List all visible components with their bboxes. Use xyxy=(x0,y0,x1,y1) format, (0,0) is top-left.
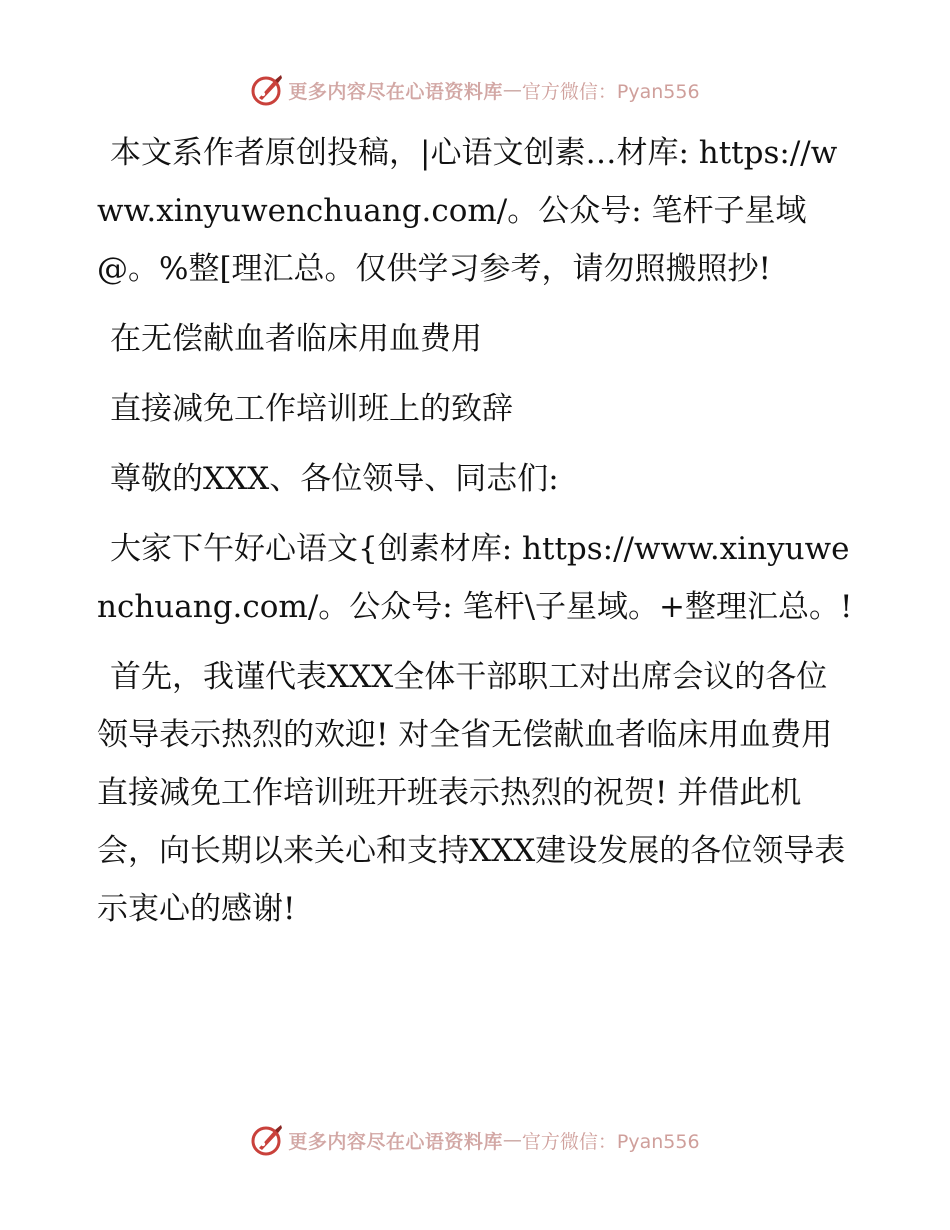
footer-banner-text: 更多内容尽在心语资料库 xyxy=(288,1130,503,1153)
quill-pen-logo-icon xyxy=(250,73,284,107)
footer-banner xyxy=(0,1120,950,1160)
footer-banner-wechat: 官方微信：Pyan556 xyxy=(521,1130,700,1153)
opening-paragraph: 首先，我谨代表XXX全体干部职工对出席会议的各位领导表示热烈的欢迎! 对全省无偿献血者临床用血费用直接减免工作培训班开班表示热烈的祝贺! 并借此机会，向长期以来关心和支持XXX建设发展的各位领导表示衷心的感谢! xyxy=(97,659,846,927)
salutation: 尊敬的XXX、各位领导、同志们: xyxy=(110,461,559,497)
header-banner-separator: — xyxy=(502,79,522,101)
title-line-1: 在无偿献血者临床用血费用 xyxy=(110,321,482,357)
title-line-2: 直接减免工作培训班上的致辞 xyxy=(110,391,513,427)
quill-pen-logo-icon xyxy=(250,1123,284,1157)
document-body xyxy=(97,124,857,950)
header-banner-wechat: 官方微信：Pyan556 xyxy=(521,80,700,103)
disclaimer-paragraph: 本文系作者原创投稿，|心语文创素…材库: https://www.xinyuwenchuang.com/。公众号: 笔杆子星域@。%整[理汇总。仅供学习参考，请勿照搬照抄! xyxy=(97,135,838,287)
footer-banner-separator: — xyxy=(502,1129,522,1151)
header-banner xyxy=(0,70,950,110)
header-banner-text: 更多内容尽在心语资料库 xyxy=(288,80,503,103)
greeting-paragraph: 大家下午好心语文{创素材库: https://www.xinyuwenchuang.com/。公众号: 笔杆\子星域。+整理汇总。! xyxy=(97,531,853,625)
